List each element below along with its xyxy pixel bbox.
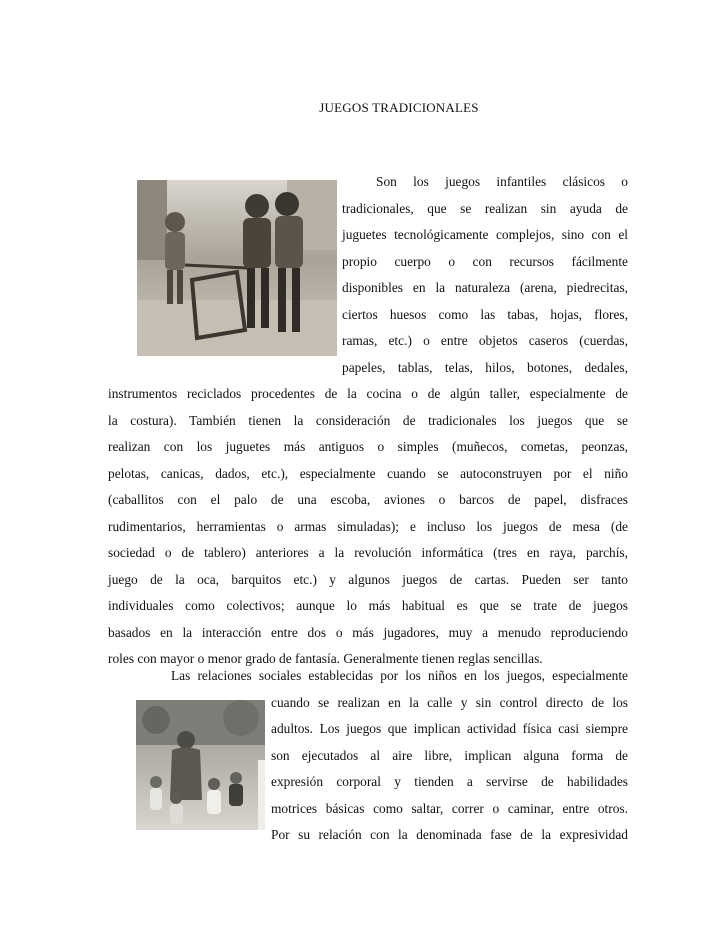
boys-playing-photo bbox=[137, 180, 337, 356]
paragraph1-line: realizan con los juguetes más antiguos o simples (muñecos, cometas, peonzas, bbox=[108, 439, 628, 454]
paragraph2-line: motrices básicas como saltar, correr o caminar, entre otros. bbox=[271, 801, 628, 816]
paragraph1-line: juego de la oca, barquitos etc.) y algunos juegos de cartas. Pueden ser tanto bbox=[108, 572, 628, 587]
paragraph1-line: papeles, tablas, telas, hilos, botones, dedales, bbox=[342, 360, 628, 375]
paragraph2-line: cuando se realizan en la calle y sin control directo de los bbox=[271, 695, 628, 710]
paragraph1-line: Son los juegos infantiles clásicos o bbox=[376, 174, 628, 189]
paragraph1-line: propio cuerpo o con recursos fácilmente bbox=[342, 254, 628, 269]
children-ring-photo bbox=[136, 700, 265, 830]
paragraph1-line: ramas, etc.) o entre objetos caseros (cuerdas, bbox=[342, 333, 628, 348]
paragraph1-line: tradicionales, que se realizan sin ayuda de bbox=[342, 201, 628, 216]
paragraph2-line: son ejecutados al aire libre, implican alguna forma de bbox=[271, 748, 628, 763]
page-title: JUEGOS TRADICIONALES bbox=[319, 100, 479, 115]
paragraph1-line: disponibles en la naturaleza (arena, piedrecitas, bbox=[342, 280, 628, 295]
paragraph1-line: instrumentos reciclados procedentes de la cocina o de algún taller, especialmente de bbox=[108, 386, 628, 401]
paragraph1-line: juguetes tecnológicamente complejos, sino con el bbox=[342, 227, 628, 242]
paragraph1-line: individuales como colectivos; aunque lo más habitual es que se trate de juegos bbox=[108, 598, 628, 613]
paragraph1-line: ciertos huesos como las tabas, hojas, flores, bbox=[342, 307, 628, 322]
paragraph1-line: basados en la interacción entre dos o más jugadores, muy a menudo reproduciendo bbox=[108, 625, 628, 640]
paragraph1-line: rudimentarios, herramientas o armas simuladas); e incluso los juegos de mesa (de bbox=[108, 519, 628, 534]
paragraph1-line: (caballitos con el palo de una escoba, aviones o barcos de papel, disfraces bbox=[108, 492, 628, 507]
paragraph1-line: sociedad o de tablero) anteriores a la revolución informática (tres en raya, parchís, bbox=[108, 545, 628, 560]
paragraph2-line: adultos. Los juegos que implican actividad física casi siempre bbox=[271, 721, 628, 736]
paragraph1-line: la costura). También tienen la consideración de tradicionales los juegos que se bbox=[108, 413, 628, 428]
paragraph1-line: roles con mayor o menor grado de fantasía. Generalmente tienen reglas sencillas. bbox=[108, 651, 543, 666]
paragraph2-line: Por su relación con la denominada fase de la expresividad bbox=[271, 827, 628, 842]
paragraph1-line: pelotas, canicas, dados, etc.), especialmente cuando se autoconstruyen por el niño bbox=[108, 466, 628, 481]
paragraph2-line: Las relaciones sociales establecidas por los niños en los juegos, especialmente bbox=[171, 668, 628, 683]
paragraph2-line: expresión corporal y tienden a servirse de habilidades bbox=[271, 774, 628, 789]
